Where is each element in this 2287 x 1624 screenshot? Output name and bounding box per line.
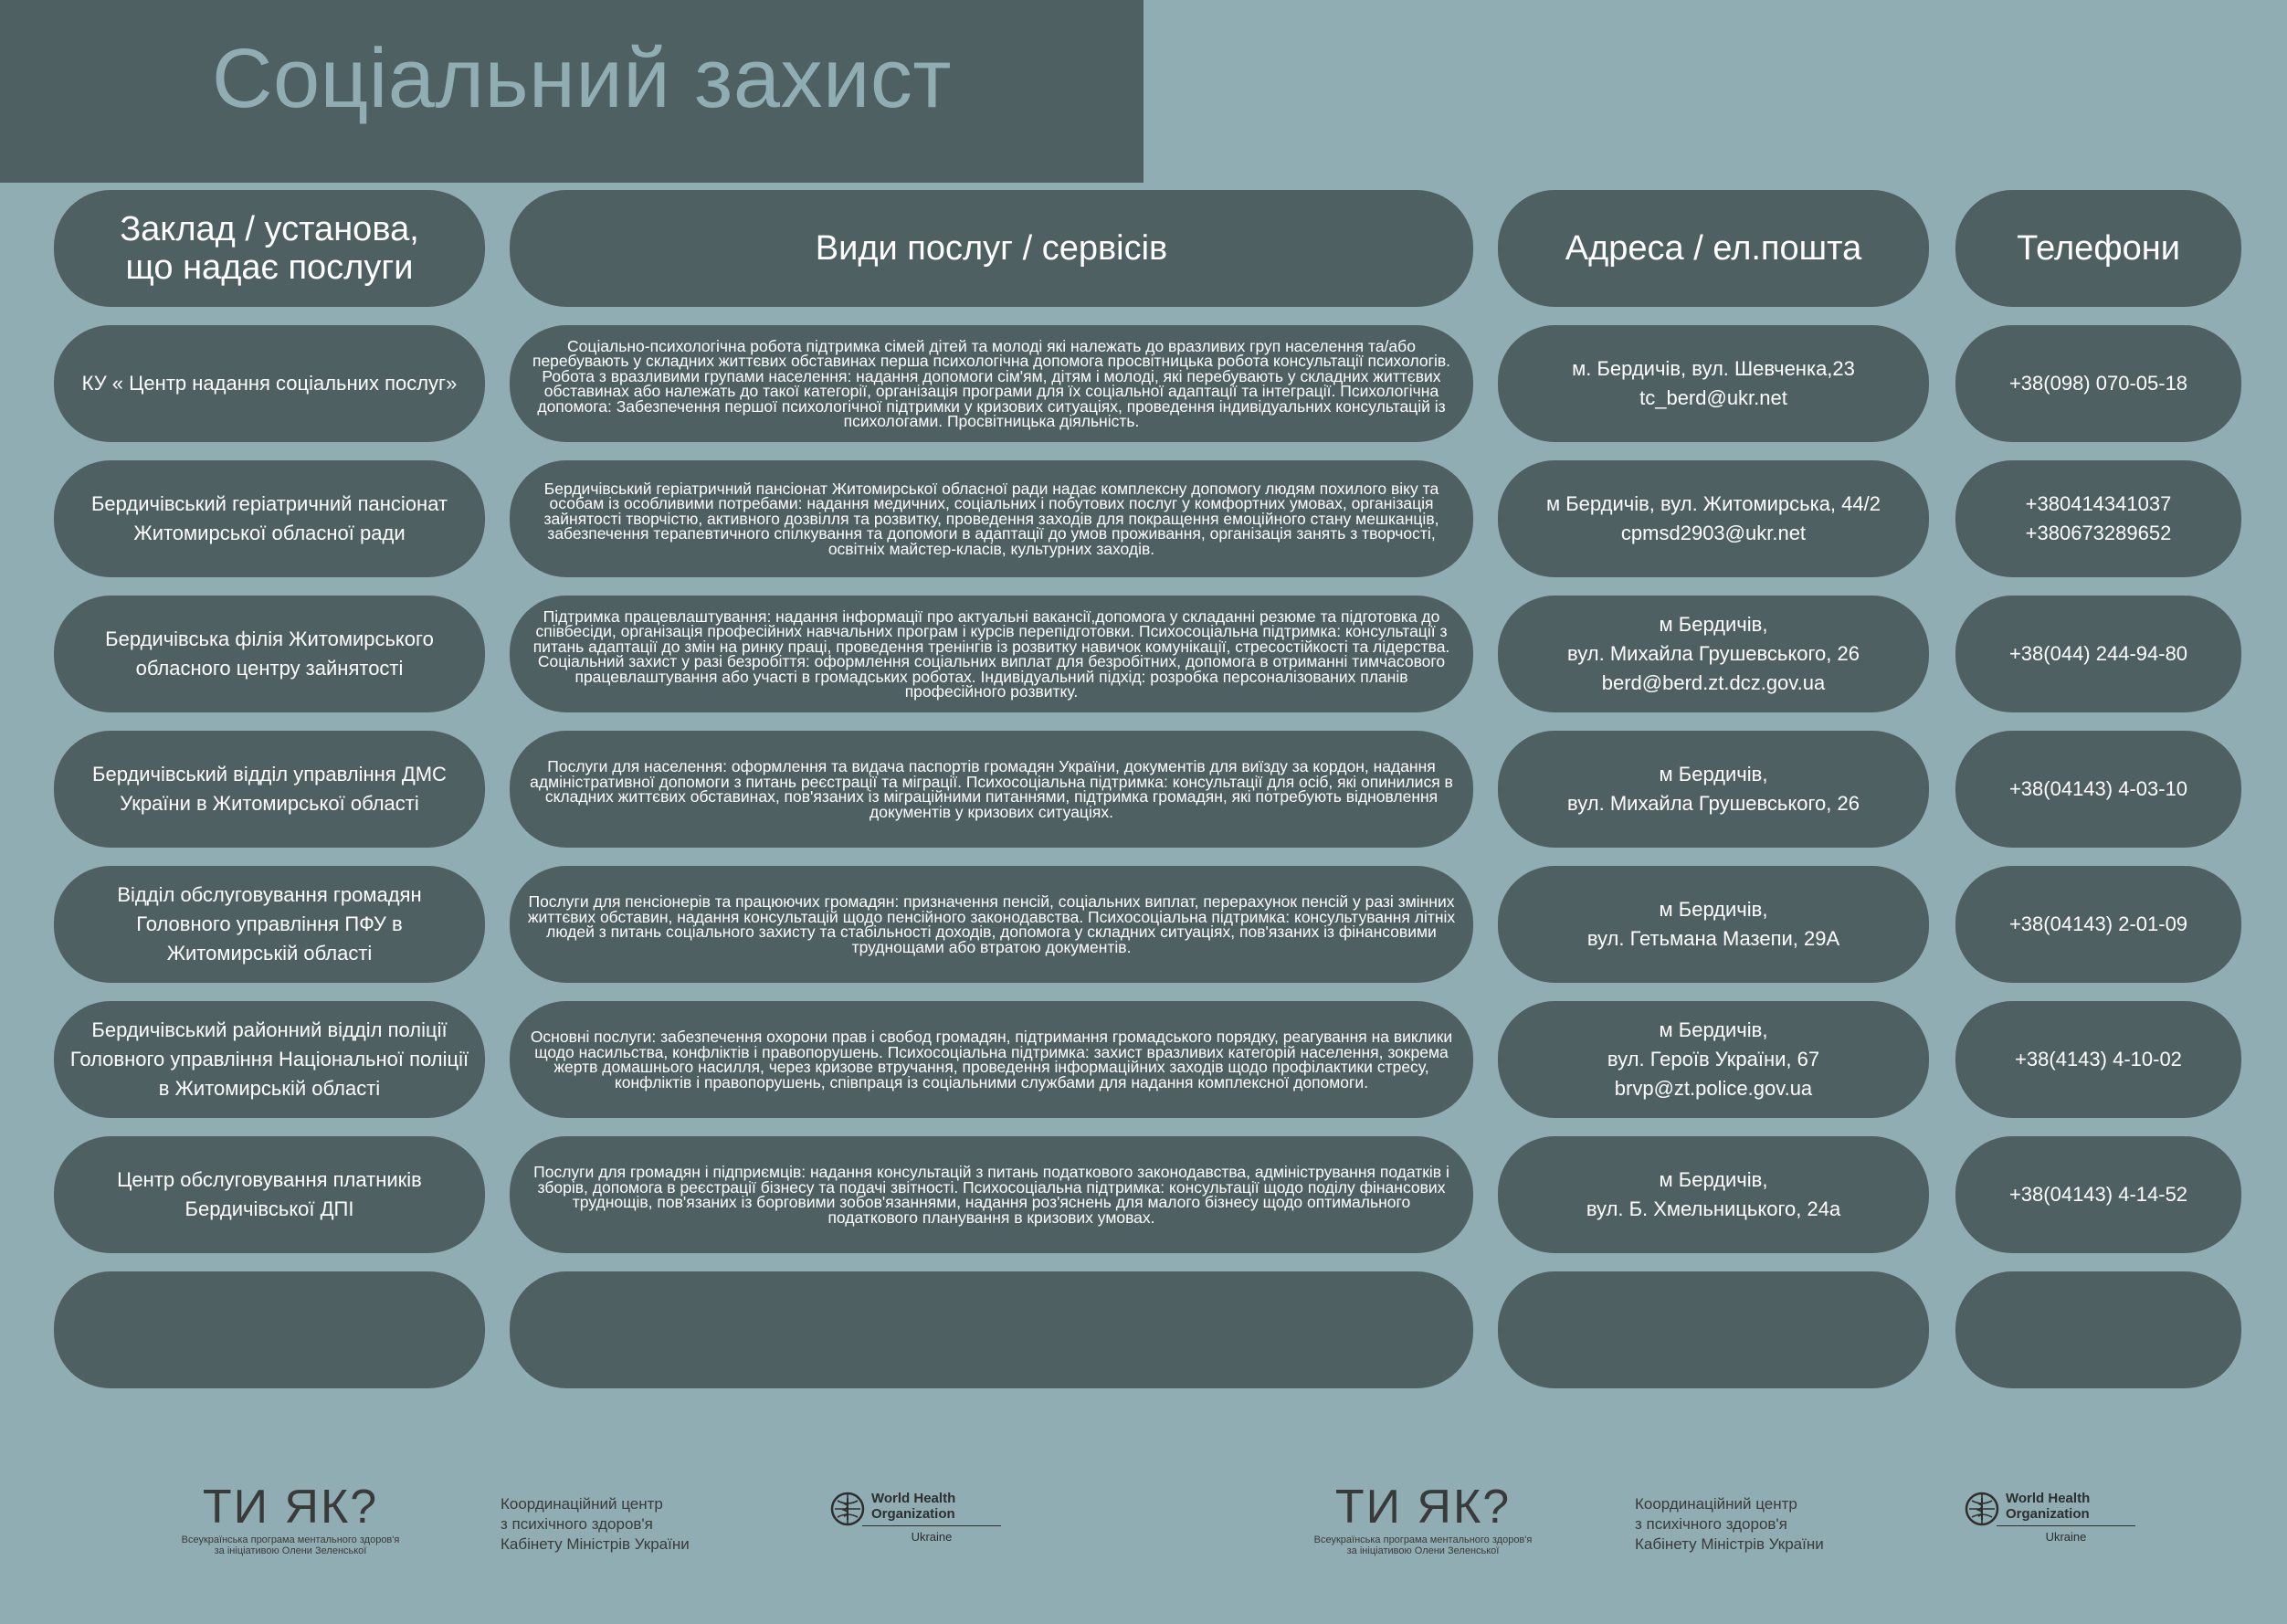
row-3-address-text: м Бердичів, вул. Михайла Грушевського, 26 berd@berd.zt.dcz.gov.ua xyxy=(1567,613,1860,694)
row-1-address-text: м. Бердичів, вул. Шевченка,23 tc_berd@ukr.net xyxy=(1572,357,1855,409)
row-8-services-cell xyxy=(510,1271,1473,1388)
row-5-address-cell xyxy=(1498,866,1929,983)
row-3-address-cell xyxy=(1498,596,1929,712)
row-5-institution-cell xyxy=(54,866,485,983)
row-5-phones-text: +38(04143) 2-01-09 xyxy=(2008,912,2188,935)
who-name: World Health Organization xyxy=(871,1491,956,1522)
row-3-institution-text: Бердичівська філія Житомирського обласного центру зайнятості xyxy=(105,627,434,680)
row-3-institution-cell xyxy=(54,596,485,712)
row-7-address-cell xyxy=(1498,1136,1929,1253)
row-5-services-text: Послуги для пенсіонерів та працюючих громадян: призначення пенсій, соціальних виплат, перерахунок пенсій у разі змінних життєвих обставин, надання консультацій щодо пенсійного законодавства. Психосоціальна підтримка: консультування літніх людей з питань соціального захисту та стабільності доходів, допомога у складних ситуаціях, пов'язаних із фінансовими труднощами або втратою документів. xyxy=(527,892,1456,956)
who-emblem-icon xyxy=(829,1491,866,1527)
row-4-services-text: Послуги для населення: оформлення та видача паспортів громадян України, документів для виїзду за кордон, надання адміністративної допомоги з питань реєстрації та міграції. Психосоціальна підтримка: консультації для осіб, які опинилися в складних життєвих обставинах, пов'язаних із міграційними питаннями, підтримка громадян, які потребують відновлення документів у кризових ситуаціях. xyxy=(530,757,1453,821)
coordination-center-text-2: Координаційний центр з психічного здоров'я Кабінету Міністрів України xyxy=(1635,1495,1824,1553)
row-7-phones-text: +38(04143) 4-14-52 xyxy=(2008,1183,2188,1206)
row-2-services-cell xyxy=(510,460,1473,577)
row-2-phones-text: +380414341037 +380673289652 xyxy=(2025,492,2172,544)
row-6-phones-text: +38(4143) 4-10-02 xyxy=(2015,1048,2182,1070)
row-4-services-cell xyxy=(510,731,1473,848)
who-logo xyxy=(829,1491,1001,1544)
row-6-phones-cell xyxy=(1955,1001,2241,1118)
row-4-institution-text: Бердичівський відділ управління ДМС України в Житомирської області xyxy=(92,763,447,815)
row-6-institution-text: Бердичівський районний відділ поліції Головного управління Національної поліції в Житомирській області xyxy=(69,1018,469,1100)
row-2-phones-cell xyxy=(1955,460,2241,577)
tiyak-logo-text-2: ТИ ЯК? xyxy=(1334,1481,1512,1534)
row-2-institution-text: Бердичівський геріатричний пансіонат Житомирської обласної ради xyxy=(90,492,448,544)
row-5-phones-cell xyxy=(1955,866,2241,983)
row-2-institution-cell xyxy=(54,460,485,577)
row-7-phones-cell xyxy=(1955,1136,2241,1253)
row-4-phones-cell xyxy=(1955,731,2241,848)
who-name-2: World Health Organization xyxy=(2006,1491,2091,1522)
row-3-phones-cell xyxy=(1955,596,2241,712)
header-services: Види послуг / сервісів xyxy=(510,190,1473,307)
row-1-phones-text: +38(098) 070-05-18 xyxy=(2008,372,2188,395)
row-1-services-text: Соціально-психологічна робота підтримка сімей дітей та молоді які належать до вразливих груп населення та/або перебувають у складних життєвих обставинах перша психологічна допомога просвітницька робота консультації психологів. Робота з вразливими групами населення: надання допомоги сім'ям, дітям і молоді, які перебувають у складних життєвих обставинах або належать до такої категорії, організація програми для їх соціальної адаптації та інтеграції. Психологічна допомога: Забезпечення першої психологічної підтримки у кризових ситуаціях, проведення індивідуальних консультацій із психологами. Просвітницька діяльність. xyxy=(532,336,1451,430)
row-1-address-cell xyxy=(1498,325,1929,442)
row-2-services-text: Бердичівський геріатричний пансіонат Житомирської обласної ради надає комплексну допомогу людям похилого віку та особам із особливими потребами: надання медичних, соціальних і побутових послуг у комфортних умовах, організація зайнятості творчістю, активного дозвілля та розвитку, проведення заходів для покращення емоційного стану мешканців, забезпечення терапевтичного спілкування та допомоги в адаптації до умов проживання, організація занять з творчості, освітніх майстер-класів, культурних заходів. xyxy=(543,479,1439,558)
row-6-services-cell xyxy=(510,1001,1473,1118)
header-address: Адреса / ел.пошта xyxy=(1498,190,1929,307)
row-2-address-text: м Бердичів, вул. Житомирська, 44/2 cpmsd2903@ukr.net xyxy=(1546,492,1881,544)
tiyak-logo-2 xyxy=(1313,1483,1533,1556)
row-5-services-cell xyxy=(510,866,1473,983)
who-country-2: Ukraine xyxy=(1997,1525,2135,1544)
row-7-services-text: Послуги для громадян і підприємців: надання консультацій з питань податкового законодавства, адміністрування податків і зборів, допомога в реєстрації бізнесу та подачі звітності. Психосоціальна підтримка: консультації щодо поділу фінансових труднощів, пов'язаних із борговими зобов'язаннями, надання роз'яснень для малого бізнесу щодо оптимального податкового планування в кризових умовах. xyxy=(533,1163,1449,1227)
row-8-address-cell xyxy=(1498,1271,1929,1388)
row-3-phones-text: +38(044) 244-94-80 xyxy=(2008,642,2188,665)
row-6-address-cell xyxy=(1498,1001,1929,1118)
row-8-institution-cell xyxy=(54,1271,485,1388)
row-4-address-cell xyxy=(1498,731,1929,848)
row-2-address-cell xyxy=(1498,460,1929,577)
title-band xyxy=(0,0,1144,183)
row-4-address-text: м Бердичів, вул. Михайла Грушевського, 26 xyxy=(1567,763,1860,815)
row-3-services-text: Підтримка працевлаштування: надання інформації про актуальні вакансії,допомога у складанні резюме та підготовка до співбесіди, організація професійних навчальних програм і курсів перепідготовки. Психосоціальна підтримка: консультації з питань адаптації до змін на ринку праці, проведення тренінгів із розвитку навичок комунікації, стресостійкості та лідерства. Соціальний захист у разі безробіття: оформлення соціальних виплат для безробітних, допомога в отриманні тимчасового працевлаштування або участі в громадських роботах. Індивідуальний підхід: розробка персоналізованих планів професійного розвитку. xyxy=(532,606,1450,701)
who-logo-2 xyxy=(1964,1491,2135,1544)
row-5-address-text: м Бердичів, вул. Гетьмана Мазепи, 29А xyxy=(1586,898,1840,950)
tiyak-logo-subtitle: Всеукраїнська програма ментального здоров'я за ініціативою Олени Зеленської xyxy=(181,1534,400,1556)
row-1-services-cell xyxy=(510,325,1473,442)
tiyak-logo-text: ТИ ЯК? xyxy=(202,1481,379,1534)
row-1-phones-cell xyxy=(1955,325,2241,442)
row-5-institution-text: Відділ обслуговування громадян Головного управління ПФУ в Житомирській області xyxy=(117,883,422,965)
tiyak-logo-subtitle-2: Всеукраїнська програма ментального здоров'я за ініціативою Олени Зеленської xyxy=(1313,1534,1533,1556)
row-1-institution-cell xyxy=(54,325,485,442)
header-phones: Телефони xyxy=(1955,190,2241,307)
row-6-address-text: м Бердичів, вул. Героїв України, 67 brvp@zt.police.gov.ua xyxy=(1607,1018,1820,1100)
row-4-institution-cell xyxy=(54,731,485,848)
row-6-institution-cell xyxy=(54,1001,485,1118)
who-emblem-icon-2 xyxy=(1964,1491,2000,1527)
row-8-phones-cell xyxy=(1955,1271,2241,1388)
row-4-phones-text: +38(04143) 4-03-10 xyxy=(2008,777,2188,800)
page-title: Соціальний захист xyxy=(212,32,953,125)
row-7-services-cell xyxy=(510,1136,1473,1253)
row-3-services-cell xyxy=(510,596,1473,712)
row-1-institution-text: КУ « Центр надання соціальних послуг» xyxy=(81,372,458,395)
header-institution: Заклад / установа, що надає послуги xyxy=(54,190,485,307)
row-7-institution-cell xyxy=(54,1136,485,1253)
tiyak-logo xyxy=(181,1483,400,1556)
who-country: Ukraine xyxy=(862,1525,1001,1544)
coordination-center-text: Координаційний центр з психічного здоров'я Кабінету Міністрів України xyxy=(501,1495,690,1553)
row-7-address-text: м Бердичів, вул. Б. Хмельницького, 24а xyxy=(1586,1168,1841,1220)
row-7-institution-text: Центр обслуговування платників Бердичівської ДПІ xyxy=(117,1168,422,1220)
row-6-services-text: Основні послуги: забезпечення охорони прав і свобод громадян, підтримання громадського порядку, реагування на виклики щодо насильства, конфліктів і правопорушень. Психосоціальна підтримка: захист вразливих категорій населення, зокрема жертв домашнього насилля, через кризове втручання, проведення інформаційних заходів щодо профілактики стресу, конфліктів і правопорушень, співпраця із соціальними службами для надання комплексної допомоги. xyxy=(530,1028,1453,1091)
